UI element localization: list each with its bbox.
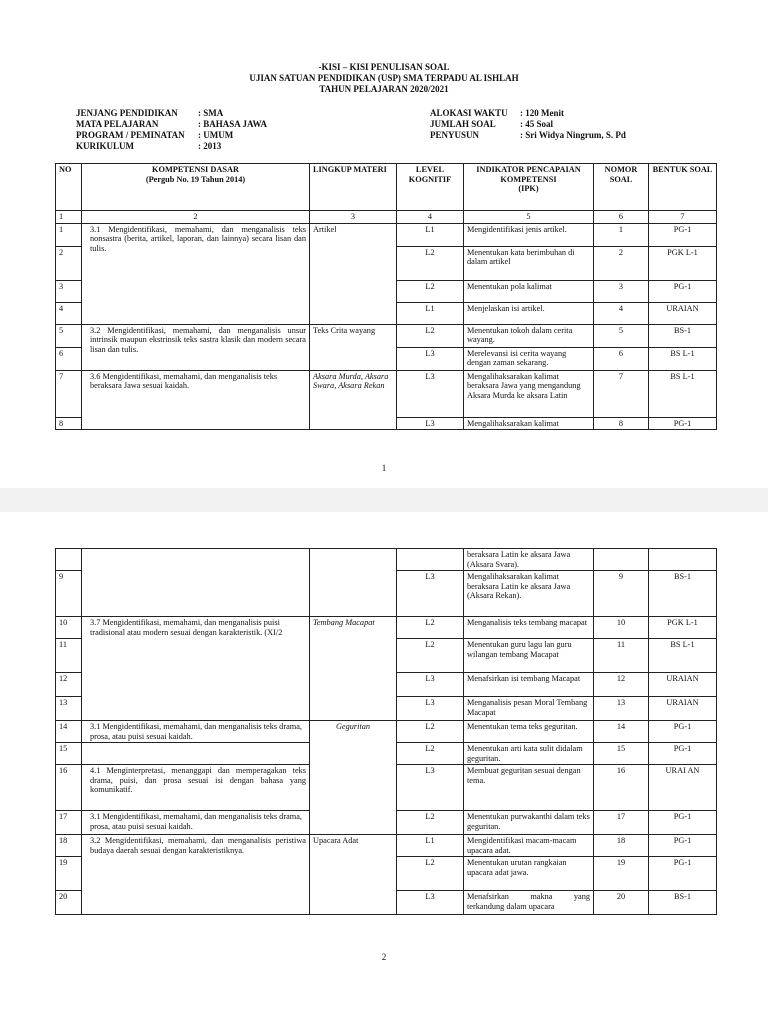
bentuk-soal: BS-1 bbox=[649, 571, 717, 617]
row-no: 10 bbox=[56, 617, 82, 639]
bentuk-soal: PG-1 bbox=[649, 721, 717, 743]
row-no: 11 bbox=[56, 639, 82, 673]
indikator: Menentukan tokoh dalam cerita wayang. bbox=[464, 324, 594, 347]
nomor-soal: 9 bbox=[594, 571, 649, 617]
lingkup-materi: Geguritan bbox=[310, 721, 397, 835]
indikator: Menentukan tema teks geguritan. bbox=[464, 721, 594, 743]
meta-label: JENJANG PENDIDIKAN bbox=[76, 108, 178, 118]
col-number: 5 bbox=[464, 211, 594, 224]
row-no: 2 bbox=[56, 246, 82, 280]
level-kognitif: L1 bbox=[397, 302, 464, 324]
col-number: 3 bbox=[310, 211, 397, 224]
header-indikator: INDIKATOR PENCAPAIAN KOMPETENSI (IPK) bbox=[464, 164, 594, 211]
meta-value: : 120 Menit bbox=[520, 108, 564, 118]
indikator: Membuat geguritan sesuai dengan tema. bbox=[464, 765, 594, 811]
table-row-continued bbox=[56, 549, 717, 571]
document-page-2 bbox=[0, 512, 768, 1024]
level-kognitif: L2 bbox=[397, 246, 464, 280]
row-no: 6 bbox=[56, 347, 82, 370]
exam-name: UJIAN SATUAN PENDIDIKAN (USP) SMA TERPADU AL ISHLAH bbox=[249, 73, 519, 83]
meta-label: MATA PELAJARAN bbox=[76, 119, 159, 129]
table-row bbox=[56, 721, 717, 743]
bentuk-soal: PG-1 bbox=[649, 743, 717, 765]
kompetensi-dasar: 3.1 Mengidentifikasi, memahami, dan menganalisis teks drama, prosa, atau puisi sesuai kaidah. bbox=[82, 811, 310, 835]
level-kognitif: L2 bbox=[397, 857, 464, 891]
level-kognitif: L3 bbox=[397, 571, 464, 617]
level-kognitif: L2 bbox=[397, 280, 464, 302]
nomor-soal: 1 bbox=[594, 223, 649, 246]
level-kognitif: L3 bbox=[397, 765, 464, 811]
table-row bbox=[56, 223, 717, 246]
meta-value: : Sri Widya Ningrum, S. Pd bbox=[520, 130, 626, 140]
row-no: 7 bbox=[56, 370, 82, 417]
bentuk-soal: PG-1 bbox=[649, 223, 717, 246]
nomor-soal: 14 bbox=[594, 721, 649, 743]
level-kognitif: L3 bbox=[397, 673, 464, 697]
indikator: Menentukan pola kalimat bbox=[464, 280, 594, 302]
indikator: Mengidentifikasi jenis artikel. bbox=[464, 223, 594, 246]
nomor-soal: 7 bbox=[594, 370, 649, 417]
bentuk-soal: PG-1 bbox=[649, 280, 717, 302]
table-row bbox=[56, 617, 717, 639]
level-kognitif: L2 bbox=[397, 639, 464, 673]
table-row bbox=[56, 370, 717, 417]
document-title: -KISI – KISI PENULISAN SOAL bbox=[318, 62, 450, 72]
nomor-soal: 3 bbox=[594, 280, 649, 302]
bentuk-soal: BS L-1 bbox=[649, 639, 717, 673]
page-number: 1 bbox=[381, 463, 387, 473]
bentuk-soal: URAI AN bbox=[649, 765, 717, 811]
document-page-1 bbox=[0, 0, 768, 488]
row-no: 15 bbox=[56, 743, 82, 765]
nomor-soal: 15 bbox=[594, 743, 649, 765]
kisi-table-page1 bbox=[55, 163, 717, 430]
header-kompetensi-dasar: KOMPETENSI DASAR (Pergub No. 19 Tahun 2014) bbox=[82, 164, 310, 211]
col-number: 6 bbox=[594, 211, 649, 224]
kompetensi-dasar: 3.1 Mengidentifikasi, memahami, dan menganalisis teks nonsastra (berita, artikel, laporan, dan lainnya) secara lisan dan tulis. bbox=[82, 223, 310, 324]
meta-label: PENYUSUN bbox=[430, 130, 480, 140]
meta-label: ALOKASI WAKTU bbox=[430, 108, 508, 118]
row-no: 1 bbox=[56, 223, 82, 246]
lingkup-materi: Teks Crita wayang bbox=[310, 324, 397, 370]
nomor-soal: 5 bbox=[594, 324, 649, 347]
level-kognitif: L3 bbox=[397, 347, 464, 370]
indikator: Menentukan purwakanthi dalam teks geguritan. bbox=[464, 811, 594, 835]
indikator: Mengalihaksarakan kalimat bbox=[464, 417, 594, 430]
indikator: Menganalisis teks tembang macapat bbox=[464, 617, 594, 639]
nomor-soal: 16 bbox=[594, 765, 649, 811]
level-kognitif: L2 bbox=[397, 743, 464, 765]
row-no: 5 bbox=[56, 324, 82, 347]
table-row bbox=[56, 835, 717, 857]
indikator: Merelevansi isi cerita wayang dengan zaman sekarang. bbox=[464, 347, 594, 370]
indikator: Menentukan kata berimbuhan di dalam artikel bbox=[464, 246, 594, 280]
row-no: 16 bbox=[56, 765, 82, 811]
header-lingkup-materi: LINGKUP MATERI bbox=[310, 164, 397, 211]
kompetensi-dasar: 3.1 Mengidentifikasi, memahami, dan menganalisis teks drama, prosa, atau puisi sesuai kaidah. bbox=[82, 721, 310, 743]
row-no: 8 bbox=[56, 417, 82, 430]
lingkup-materi: Aksara Murda, Aksara Swara, Aksara Rekan bbox=[310, 370, 397, 430]
nomor-soal: 2 bbox=[594, 246, 649, 280]
row-no: 4 bbox=[56, 302, 82, 324]
nomor-soal: 8 bbox=[594, 417, 649, 430]
row-no: 18 bbox=[56, 835, 82, 857]
row-no: 14 bbox=[56, 721, 82, 743]
bentuk-soal: PG-1 bbox=[649, 835, 717, 857]
lingkup-materi: Tembang Macapat bbox=[310, 617, 397, 721]
page-number: 2 bbox=[381, 952, 387, 962]
nomor-soal: 19 bbox=[594, 857, 649, 891]
bentuk-soal: PGK L-1 bbox=[649, 246, 717, 280]
bentuk-soal: PG-1 bbox=[649, 811, 717, 835]
bentuk-soal: URAIAN bbox=[649, 697, 717, 721]
bentuk-soal: PGK L-1 bbox=[649, 617, 717, 639]
level-kognitif: L3 bbox=[397, 417, 464, 430]
meta-label: KURIKULUM bbox=[76, 141, 134, 151]
table-header-row bbox=[56, 164, 717, 211]
nomor-soal: 13 bbox=[594, 697, 649, 721]
level-kognitif: L3 bbox=[397, 891, 464, 915]
indikator: Mengidentifikasi macam-macam upacara adat. bbox=[464, 835, 594, 857]
header-bentuk-soal: BENTUK SOAL bbox=[649, 164, 717, 211]
indikator: Menafsirkan isi tembang Macapat bbox=[464, 673, 594, 697]
kisi-table-page2 bbox=[55, 548, 717, 915]
nomor-soal: 11 bbox=[594, 639, 649, 673]
level-kognitif: L1 bbox=[397, 835, 464, 857]
bentuk-soal: PG-1 bbox=[649, 857, 717, 891]
bentuk-soal: BS L-1 bbox=[649, 347, 717, 370]
meta-value: : SMA bbox=[198, 108, 224, 118]
nomor-soal: 4 bbox=[594, 302, 649, 324]
kompetensi-dasar: 3.6 Mengidentifikasi, memahami, dan menganalisis teks beraksara Jawa sesuai kaidah. bbox=[82, 370, 310, 430]
indikator: Menentukan guru lagu lan guru wilangan tembang Macapat bbox=[464, 639, 594, 673]
row-no: 9 bbox=[56, 571, 82, 617]
bentuk-soal: PG-1 bbox=[649, 417, 717, 430]
bentuk-soal: BS-1 bbox=[649, 891, 717, 915]
nomor-soal: 18 bbox=[594, 835, 649, 857]
column-number-row bbox=[56, 211, 717, 224]
col-number: 4 bbox=[397, 211, 464, 224]
kompetensi-dasar: 3.2 Mengidentifikasi, memahami, dan menganalisis peristiwa budaya daerah sesuai dengan karakteristiknya. bbox=[82, 835, 310, 915]
row-no: 20 bbox=[56, 891, 82, 915]
kompetensi-dasar: 3.2 Mengidentifikasi, memahami, dan menganalisis unsur intrinsik maupun ekstrinsik teks sastra klasik dan modern secara lisan dan tulis. bbox=[82, 324, 310, 370]
level-kognitif: L3 bbox=[397, 370, 464, 417]
col-number: 1 bbox=[56, 211, 82, 224]
level-kognitif: L1 bbox=[397, 223, 464, 246]
level-kognitif: L2 bbox=[397, 721, 464, 743]
meta-value: : BAHASA JAWA bbox=[198, 119, 268, 129]
bentuk-soal: BS L-1 bbox=[649, 370, 717, 417]
meta-value: : UMUM bbox=[198, 130, 234, 140]
row-no: 17 bbox=[56, 811, 82, 835]
col-number: 2 bbox=[82, 211, 310, 224]
level-kognitif: L2 bbox=[397, 617, 464, 639]
nomor-soal: 6 bbox=[594, 347, 649, 370]
nomor-soal: 20 bbox=[594, 891, 649, 915]
level-kognitif: L2 bbox=[397, 324, 464, 347]
nomor-soal: 17 bbox=[594, 811, 649, 835]
indikator: Menentukan arti kata sulit didalam geguritan. bbox=[464, 743, 594, 765]
school-year: TAHUN PELAJARAN 2020/2021 bbox=[319, 84, 449, 94]
lingkup-materi: Artikel bbox=[310, 223, 397, 324]
row-no: 3 bbox=[56, 280, 82, 302]
indikator: Menentukan urutan rangkaian upacara adat jawa. bbox=[464, 857, 594, 891]
col-number: 7 bbox=[649, 211, 717, 224]
indikator: Mengalihaksarakan kalimat beraksara Jawa yang mengandung Aksara Murda ke aksara Latin bbox=[464, 370, 594, 417]
row-no: 12 bbox=[56, 673, 82, 697]
indikator: beraksara Latin ke aksara Jawa (Aksara Svara). bbox=[464, 549, 594, 571]
meta-label: JUMLAH SOAL bbox=[430, 119, 496, 129]
meta-label: PROGRAM / PEMINATAN bbox=[76, 130, 185, 140]
nomor-soal: 10 bbox=[594, 617, 649, 639]
indikator: Menjelaskan isi artikel. bbox=[464, 302, 594, 324]
level-kognitif: L3 bbox=[397, 697, 464, 721]
nomor-soal: 12 bbox=[594, 673, 649, 697]
meta-value: : 45 Soal bbox=[520, 119, 554, 129]
indikator: Menafsirkan makna yang terkandung dalam upacara bbox=[464, 891, 594, 915]
bentuk-soal: URAIAN bbox=[649, 302, 717, 324]
indikator: Menganalisis pesan Moral Tembang Macapat bbox=[464, 697, 594, 721]
level-kognitif: L2 bbox=[397, 811, 464, 835]
meta-value: : 2013 bbox=[198, 141, 222, 151]
table-row bbox=[56, 324, 717, 347]
bentuk-soal: BS-1 bbox=[649, 324, 717, 347]
header-no: NO bbox=[56, 164, 82, 211]
indikator: Mengalihaksarakan kalimat beraksara Latin ke aksara Jawa (Aksara Rekan). bbox=[464, 571, 594, 617]
meta-left bbox=[76, 108, 267, 152]
header-level-kognitif: LEVEL KOGNITIF bbox=[397, 164, 464, 211]
header-nomor-soal: NOMOR SOAL bbox=[594, 164, 649, 211]
meta-right bbox=[430, 108, 626, 141]
kompetensi-dasar: 4.1 Menginterpretasi, menanggapi dan memperagakan teks drama, puisi, dan prosa sesuai isi dengan bahasa yang komunikatif. bbox=[82, 765, 310, 811]
kompetensi-dasar: 3.7 Mengidentifikasi, memahami, dan menganalisis puisi tradisional atau modern sesuai dengan karakteristik. (XI/2 bbox=[82, 617, 310, 721]
bentuk-soal: URAIAN bbox=[649, 673, 717, 697]
lingkup-materi: Upacara Adat bbox=[310, 835, 397, 915]
row-no: 13 bbox=[56, 697, 82, 721]
row-no: 19 bbox=[56, 857, 82, 891]
